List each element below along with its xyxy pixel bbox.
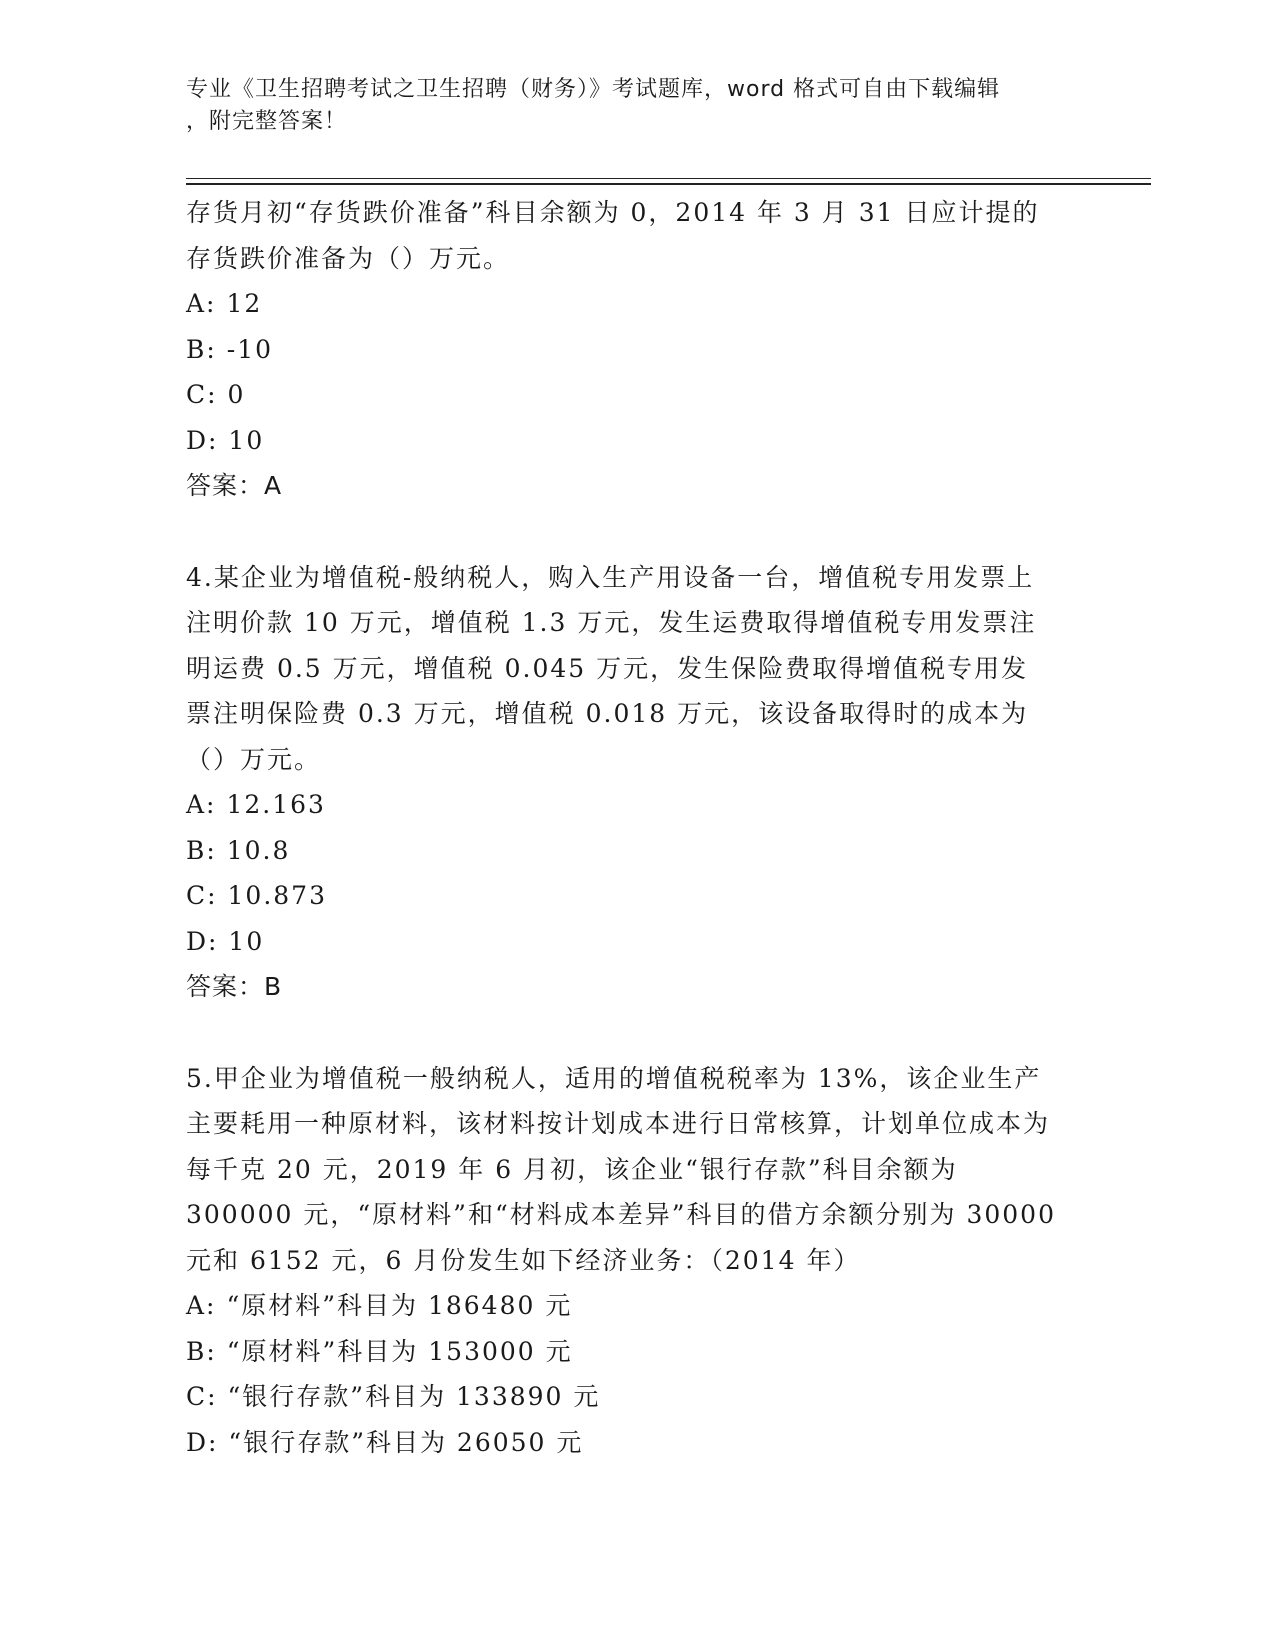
- question-block: [186, 555, 1086, 1010]
- document-header: [186, 74, 1066, 138]
- question-text: 存货月初“存货跌价准备”科目余额为 0，2014 年 3 月 31 日应计提的存货跌价准备为（）万元。: [186, 198, 1040, 273]
- option-value: “原材料”科目为 186480 元: [226, 1291, 573, 1320]
- question-block: [186, 190, 1086, 509]
- option-label: C:: [186, 881, 218, 910]
- header-line-1: 专业《卫生招聘考试之卫生招聘（财务）》考试题库，word 格式可自由下载编辑: [186, 77, 1001, 102]
- header-line-2: ，附完整答案！: [186, 109, 348, 134]
- option-value: 10.8: [226, 835, 291, 865]
- option-label: D:: [186, 425, 219, 455]
- question-text: 5.甲企业为增值税一般纳税人，适用的增值税税率为 13%，该企业生产主要耗用一种原材料，该材料按计划成本进行日常核算，计划单位成本为每千克 20 元，2019 年 6 月初，该企业“银行存款”科目余额为 300000 元，“原材料”和“材料成本差异”科目的借方余额分别为 30000 元和 6152 元，6 月份发生如下经济业务：（2014 年）: [186, 1063, 1056, 1275]
- option-value: 10: [228, 926, 265, 956]
- option-label: D:: [186, 926, 219, 956]
- option-d: [186, 919, 1086, 965]
- option-label: A:: [186, 289, 217, 318]
- option-c: [186, 873, 1086, 919]
- option-value: “银行存款”科目为 26050 元: [228, 1427, 584, 1457]
- spacer: [186, 1010, 1086, 1056]
- answer-line: 答案：A: [186, 471, 283, 500]
- option-value: 12: [226, 289, 263, 318]
- option-b: [186, 1329, 1086, 1375]
- option-label: C:: [186, 1382, 218, 1411]
- option-d: [186, 1420, 1086, 1466]
- option-a: [186, 281, 1086, 327]
- option-value: -10: [226, 334, 274, 364]
- option-label: A:: [186, 1291, 217, 1320]
- option-d: [186, 418, 1086, 464]
- option-label: D:: [186, 1427, 219, 1457]
- option-b: [186, 828, 1086, 874]
- option-label: B:: [186, 334, 217, 364]
- option-label: B:: [186, 1336, 217, 1366]
- option-c: [186, 1374, 1086, 1420]
- header-divider-thin: [186, 178, 1151, 179]
- question-text: 4.某企业为增值税-般纳税人，购入生产用设备一台，增值税专用发票上注明价款 10 万元，增值税 1.3 万元，发生运费取得增值税专用发票注明运费 0.5 万元，增值税 0.045 万元，发生保险费取得增值税专用发票注明保险费 0.3 万元，增值税 0.018 万元，该设备取得时的成本为（）万元。: [186, 562, 1037, 774]
- option-b: [186, 327, 1086, 373]
- option-value: “银行存款”科目为 133890 元: [227, 1382, 601, 1411]
- option-c: [186, 372, 1086, 418]
- option-label: C:: [186, 380, 218, 409]
- option-label: A:: [186, 790, 217, 819]
- option-value: 12.163: [226, 790, 326, 819]
- header-divider-thick: [186, 183, 1151, 185]
- option-value: “原材料”科目为 153000 元: [226, 1336, 573, 1366]
- spacer: [186, 509, 1086, 555]
- option-value: 0: [227, 380, 246, 409]
- option-a: [186, 782, 1086, 828]
- option-value: 10.873: [227, 881, 327, 910]
- option-value: 10: [228, 425, 265, 455]
- option-label: B:: [186, 835, 217, 865]
- option-a: [186, 1283, 1086, 1329]
- question-block: [186, 1056, 1086, 1466]
- question-list: [186, 190, 1086, 1465]
- answer-line: 答案：B: [186, 972, 283, 1001]
